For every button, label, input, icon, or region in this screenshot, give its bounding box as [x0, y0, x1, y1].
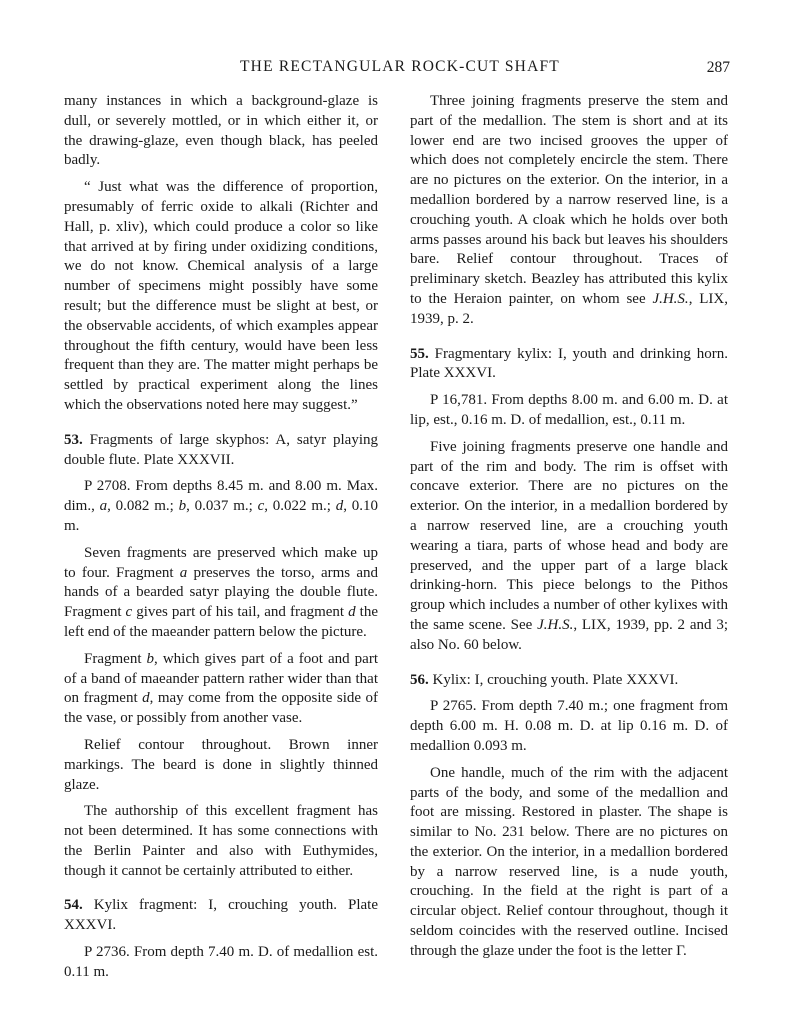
- paragraph: many instances in which a background-glaze is dull, or severely mottled, or in which either it, or the drawing-glaze, even though black, has peeled badly.: [64, 93, 378, 169]
- catalogue-entry-53-heading: 53. Fragments of large skyphos: A, satyr playing double flute. Plate XXXVII.: [64, 431, 378, 468]
- catalogue-entry-53-fragment-b: Fragment b, which gives part of a foot and part of a band of maeander pattern rather wider than that on fragment d, may come from the opposite side of the vase, or possibly from another vase.: [64, 650, 379, 727]
- catalogue-entry-56-description: One handle, much of the rim with the adjacent parts of the body, and some of the medallion and foot are missing. Restored in plaster. The shape is similar to No. 231 below. There are no pictures on the exterior. On the interior, in a medallion bordered by a narrow reserved line, is a nude youth, crouching. In the field at the right is part of a circular object. Relief contour throughout, though it seldom coincides with the reserved outline. Incised through the glaze under the foot is the letter Γ.: [410, 764, 728, 959]
- page-header: [64, 58, 736, 80]
- right-column: [410, 92, 728, 969]
- catalogue-entry-56-meta: P 2765. From depth 7.40 m.; one fragment from depth 6.00 m. H. 0.08 m. D. at lip 0.16 m. D. of medallion 0.093 m.: [410, 698, 728, 754]
- entry-number: 53.: [64, 431, 83, 448]
- entry-number: 55.: [410, 345, 429, 362]
- catalogue-entry-54-meta: P 2736. From depth 7.40 m. D. of medallion est. 0.11 m.: [64, 944, 378, 980]
- catalogue-entry-53-technique: Relief contour throughout. Brown inner markings. The beard is done in slightly thinned glaze.: [64, 736, 378, 793]
- catalogue-entry-53-attribution: The authorship of this excellent fragment has not been determined. It has some connections with the Berlin Painter and also with Euthymides, though it cannot be certainly attributed to either.: [64, 803, 378, 879]
- catalogue-entry-54-description: Three joining fragments preserve the stem and part of the medallion. The stem is short and at its lower end are two incised grooves the upper of which does not completely encircle the stem. There are no pictures on the exterior. On the interior, in a medallion bordered by a narrow reserved line, is a crouching youth. A cloak which he holds over both arms passes around his back but leaves his shoulders bare. Relief contour throughout. Traces of preliminary sketch. Beazley has attributed this kylix to the Heraion painter, on whom see J.H.S., LIX, 1939, p. 2.: [410, 93, 728, 327]
- catalogue-entry-55-meta: P 16,781. From depths 8.00 m. and 6.00 m. D. at lip, est., 0.16 m. D. of medallion, est., 0.11 m.: [410, 392, 728, 428]
- entry-number: 56.: [410, 671, 429, 688]
- catalogue-entry-53-meta: P 2708. From depths 8.45 m. and 8.00 m. Max. dim., a, 0.082 m.; b, 0.037 m.; c, 0.022 m.; d, 0.10 m.: [64, 478, 379, 534]
- catalogue-entry-56-heading: 56. Kylix: I, crouching youth. Plate XXXVI.: [410, 671, 679, 688]
- catalogue-entry-54-heading: 54. Kylix fragment: I, crouching youth. Plate XXXVI.: [64, 897, 378, 934]
- left-column: [64, 92, 378, 990]
- entry-number: 54.: [64, 897, 83, 914]
- catalogue-entry-55-heading: 55. Fragmentary kylix: I, youth and drinking horn. Plate XXXVI.: [410, 345, 728, 382]
- catalogue-entry-55-description: Five joining fragments preserve one handle and part of the rim and body. The rim is offset with concave exterior. There are no pictures on the exterior. On the interior, in a medallion bordered by a narrow reserved line, are a crouching youth wearing a tiara, parts of whose head and body are preserved, and the upper part of a large black drinking-horn. This piece belongs to the Pithos group which includes a number of other kylixes with the same scene. See J.H.S., LIX, 1939, pp. 2 and 3; also No. 60 below.: [410, 438, 728, 653]
- catalogue-entry-53-description: Seven fragments are preserved which make up to four. Fragment a preserves the torso, arms and hands of a bearded satyr playing the double flute. Fragment c gives part of his tail, and fragment d the left end of the maeander pattern below the picture.: [64, 544, 378, 640]
- running-title: THE RECTANGULAR ROCK-CUT SHAFT: [240, 58, 560, 75]
- quotation-paragraph: “ Just what was the difference of proportion, presumably of ferric oxide to alkali (Richter and Hall, p. xliv), which could produce a color so like that arrived at by firing under oxidizing conditions, we do not know. Chemical analysis of a large number of specimens might possibly have some result; but the difference must be slight at best, or the observable accidents, of which examples appear throughout the fifth century, would have been less frequent than they are. The matter might perhaps be settled by practical experiment along the lines which the observations noted here may suggest.”: [64, 179, 378, 413]
- page-number: 287: [706, 59, 730, 76]
